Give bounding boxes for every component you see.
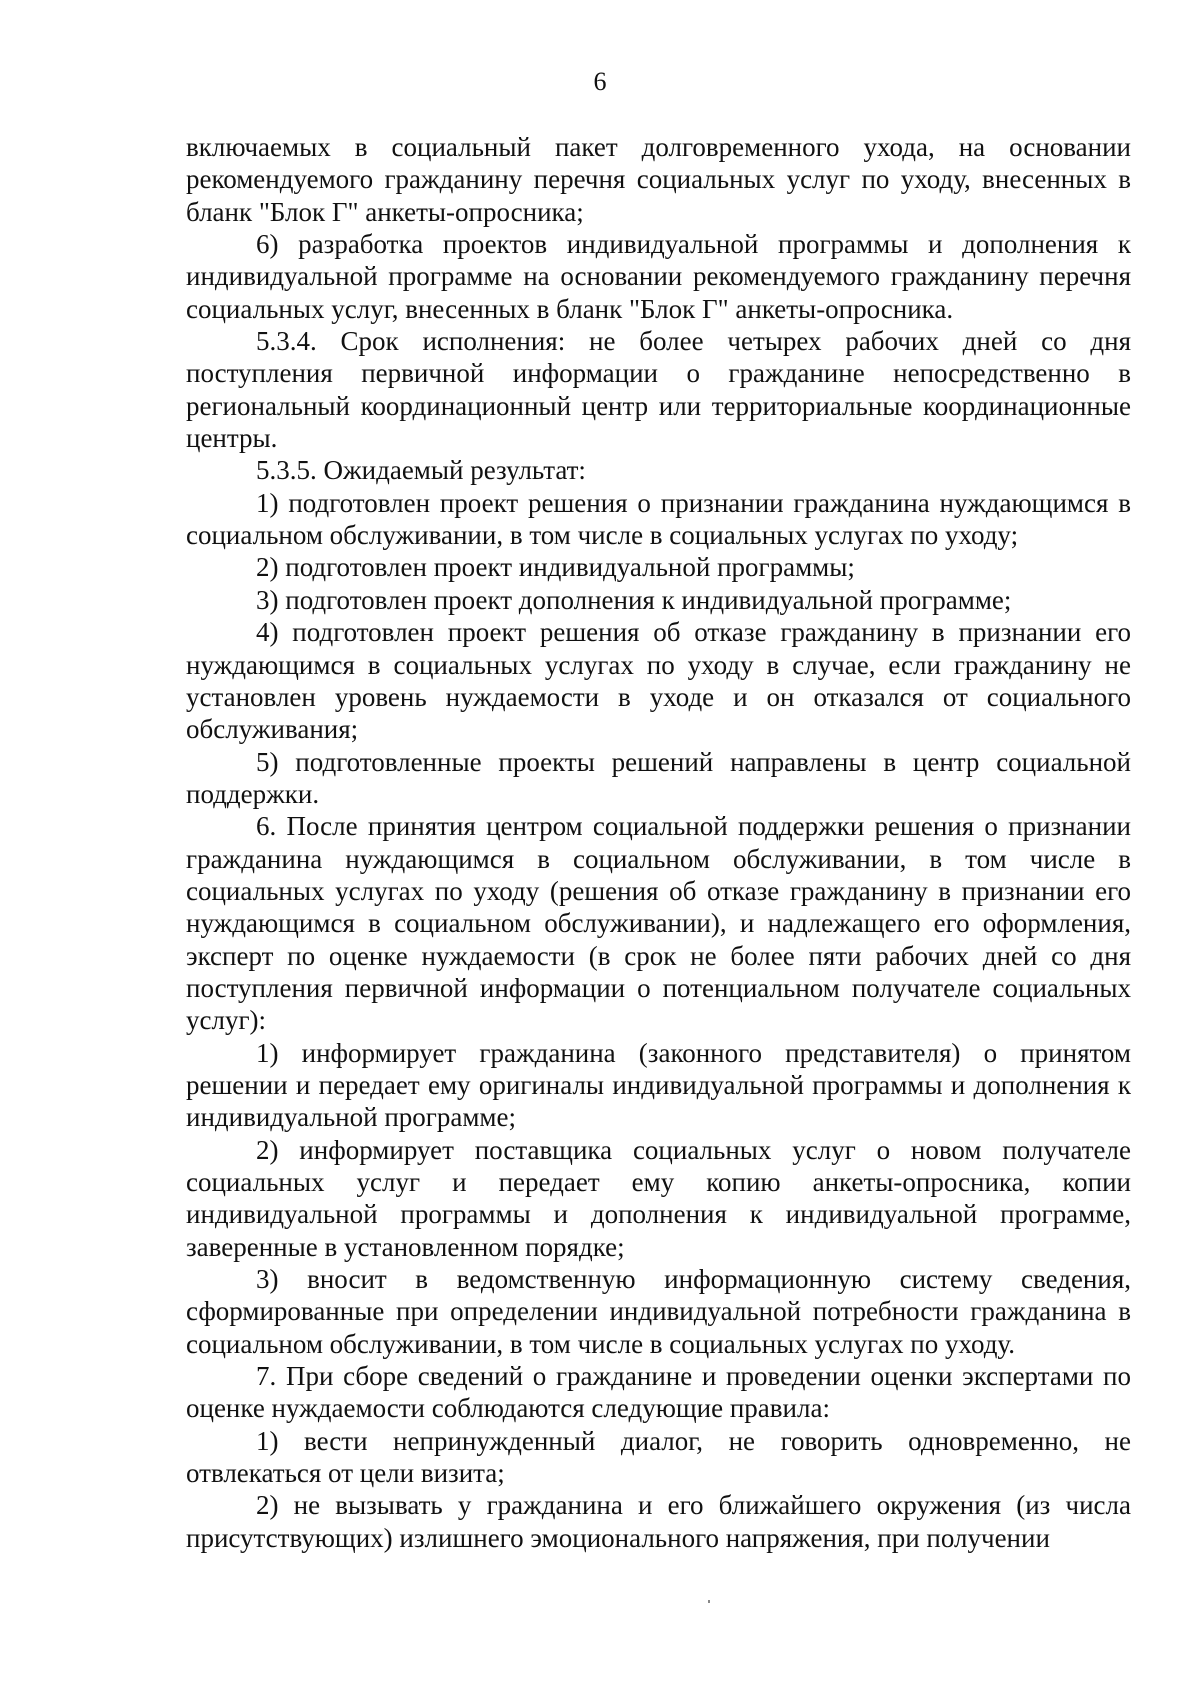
paragraph-continuation: включаемых в социальный пакет долговременного ухода, на основании рекомендуемого гражданину перечня социальных услуг по уходу, внесенных в бланк "Блок Г" анкеты-опросника; [186, 132, 1131, 227]
paragraph-6-item-2: 2) информирует поставщика социальных услуг о новом получателе социальных услуг и передает ему копию анкеты-опросника, копии индивидуальной программы и дополнения к индивидуальной программе, заверенные в установленном порядке; [186, 1134, 1131, 1262]
paragraph-7-item-1: 1) вести непринужденный диалог, не говорить одновременно, не отвлекаться от цели визита; [186, 1425, 1131, 1489]
paragraph-item-6: 6) разработка проектов индивидуальной программы и дополнения к индивидуальной программе на основании рекомендуемого гражданину перечня социальных услуг, внесенных в бланк "Блок Г" анкеты-опросника. [186, 229, 1131, 324]
paragraph-section-6: 6. После принятия центром социальной поддержки решения о признании гражданина нуждающимся в социальном обслуживании, в том числе в социальных услугах по уходу (решения об отказе гражданину в признании его нуждающимся в социальном обслуживании), и надлежащего его оформления, эксперт по оценке нуждаемости (в срок не более пяти рабочих дней со дня поступления первичной информации о потенциальном получателе социальных услуг): [186, 811, 1131, 1036]
page-number: 6 [593, 67, 607, 96]
paragraph-result-4: 4) подготовлен проект решения об отказе гражданину в признании его нуждающимся в социальных услугах по уходу в случае, если гражданину не установлен уровень нуждаемости в уходе и он отказался от социального обслуживания; [186, 617, 1131, 745]
scan-speck [708, 1600, 710, 1603]
paragraph-result-5: 5) подготовленные проекты решений направлены в центр социальной поддержки. [186, 746, 1131, 809]
paragraph-6-item-3: 3) вносит в ведомственную информационную систему сведения, сформированные при определении индивидуальной потребности гражданина в социальном обслуживании, в том числе в социальных услугах по уходу. [186, 1264, 1131, 1359]
paragraph-7-item-2: 2) не вызывать у гражданина и его ближайшего окружения (из числа присутствующих) излишнего эмоционального напряжения, при получении [186, 1490, 1131, 1553]
paragraph-5-3-5: 5.3.5. Ожидаемый результат: [256, 455, 586, 486]
paragraph-section-7: 7. При сборе сведений о гражданине и проведении оценки экспертами по оценке нуждаемости соблюдаются следующие правила: [186, 1361, 1131, 1424]
paragraph-result-1: 1) подготовлен проект решения о признании гражданина нуждающимся в социальном обслуживании, в том числе в социальных услугах по уходу; [186, 487, 1131, 551]
paragraph-result-2: 2) подготовлен проект индивидуальной программы; [256, 552, 855, 583]
paragraph-result-3: 3) подготовлен проект дополнения к индивидуальной программе; [256, 584, 1012, 615]
document-body [186, 131, 1131, 1554]
paragraph-6-item-1: 1) информирует гражданина (законного представителя) о принятом решении и передает ему оригиналы индивидуальной программы и дополнения к индивидуальной программе; [186, 1037, 1131, 1133]
paragraph-5-3-4: 5.3.4. Срок исполнения: не более четырех рабочих дней со дня поступления первичной информации о гражданине непосредственно в региональный координационный центр или территориальные координационные центры. [186, 326, 1131, 454]
